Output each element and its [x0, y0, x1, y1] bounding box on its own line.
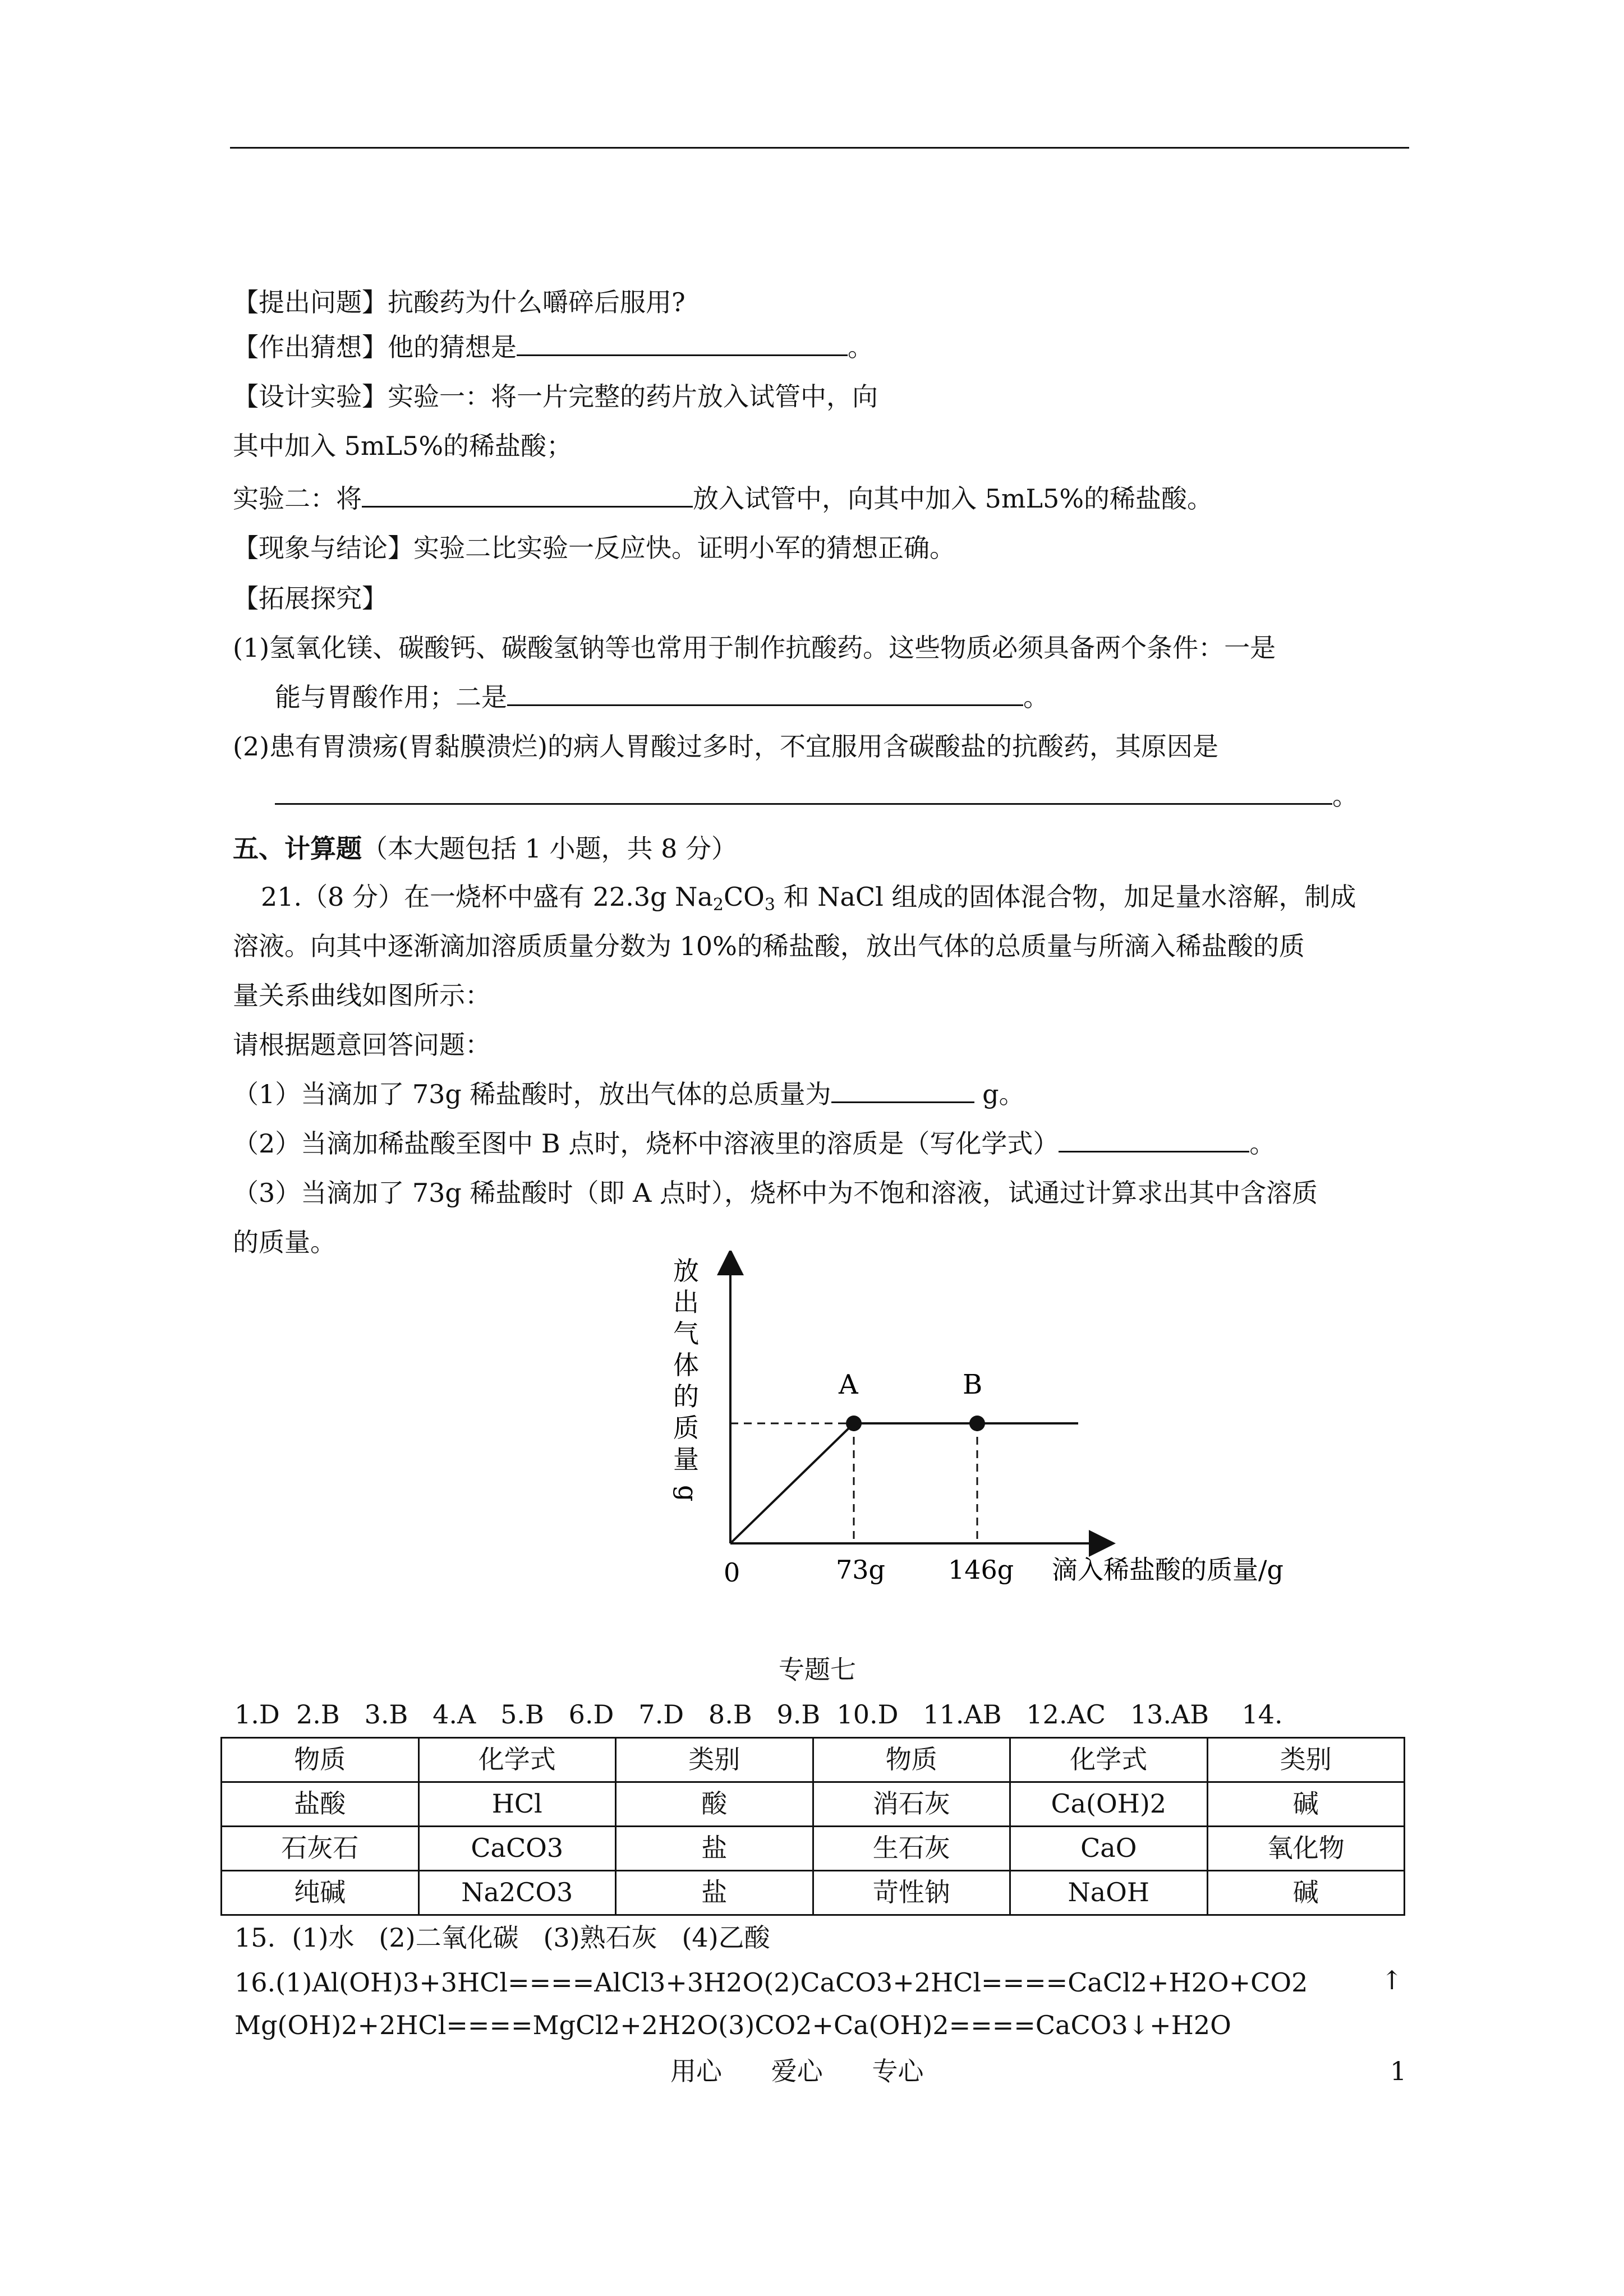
- table-cell: CaCO3: [418, 1827, 616, 1871]
- table-header-cell: 化学式: [418, 1738, 616, 1782]
- section5-heading: [233, 833, 737, 864]
- table-cell: 碱: [1207, 1871, 1405, 1915]
- table-header-cell: 物质: [222, 1738, 419, 1782]
- ylabel-char-6: 质: [673, 1413, 699, 1443]
- table-cell: 碱: [1207, 1782, 1405, 1827]
- table-cell: 苛性钠: [813, 1871, 1010, 1915]
- q21-line1-c: 和 NaCl 组成的固体混合物，加足量水溶解，制成: [775, 882, 1356, 912]
- table-row: [222, 1871, 1405, 1915]
- section5-title: 五、计算题: [233, 833, 362, 864]
- q21-sub3: （3）当滴加了 73g 稀盐酸时（即 A 点时），烧杯中为不饱和溶液，试通过计算求出其中含溶质: [233, 1178, 1318, 1208]
- table-cell: Ca(OH)2: [1010, 1782, 1208, 1827]
- q20-caixiang-post: 。: [848, 332, 873, 362]
- q20-shiyan2-post: 放入试管中，向其中加入 5mL5%的稀盐酸。: [693, 483, 1213, 514]
- origin-label: 0: [724, 1557, 740, 1588]
- xtick-b: 146g: [948, 1555, 1014, 1585]
- answers-table: [220, 1737, 1405, 1916]
- table-cell: 石灰石: [222, 1827, 419, 1871]
- table-header-cell: 化学式: [1010, 1738, 1208, 1782]
- table-cell: CaO: [1010, 1827, 1208, 1871]
- q21-sub1-blank: [831, 1079, 974, 1103]
- ylabel-char-2: 出: [673, 1287, 699, 1317]
- xlabel: 滴入稀盐酸的质量/g: [1052, 1555, 1283, 1585]
- q20-t2b-post: 。: [1332, 781, 1358, 811]
- q20-caixiang: [233, 332, 873, 363]
- q21-line1-a: 21.（8 分）在一烧杯中盛有 22.3g Na: [261, 882, 713, 912]
- answers-q15: 15. (1)水 (2)二氧化碳 (3)熟石灰 (4)乙酸: [234, 1922, 770, 1953]
- q20-sheji2: 其中加入 5mL5%的稀盐酸；: [233, 431, 573, 461]
- answers-q16-line2: Mg(OH)2+2HCl====MgCl2+2H2O(3)CO2+Ca(OH)2====CaCO3↓+H2O: [234, 2010, 1231, 2040]
- gas-mass-graph: [645, 1251, 1346, 1598]
- q21-sub2-post: 。: [1249, 1128, 1276, 1159]
- table-cell: HCl: [418, 1782, 616, 1827]
- q20-sheji1: 【设计实验】实验一：将一片完整的药片放入试管中，向: [233, 381, 878, 412]
- table-row: [222, 1782, 1405, 1827]
- table-cell: 盐: [616, 1827, 813, 1871]
- xtick-a: 73g: [836, 1555, 885, 1585]
- q20-tuozhan: 【拓展探究】: [233, 583, 388, 614]
- q20-t1b-post: 。: [1023, 682, 1049, 712]
- table-cell: 纯碱: [222, 1871, 419, 1915]
- table-cell: 盐酸: [222, 1782, 419, 1827]
- ylabel-char-4: 体: [673, 1350, 699, 1380]
- q20-caixiang-pre: 【作出猜想】他的猜想是: [233, 332, 517, 362]
- q20-t1a: (1)氢氧化镁、碳酸钙、碳酸氢钠等也常用于制作抗酸药。这些物质必须具备两个条件：一是: [233, 633, 1276, 663]
- table-cell: 酸: [616, 1782, 813, 1827]
- ylabel-char-1: 放: [673, 1256, 699, 1286]
- table-header-cell: 类别: [616, 1738, 813, 1782]
- q20-t2b-blank: [275, 781, 1332, 805]
- q20-tiwen: 【提出问题】抗酸药为什么嚼碎后服用?: [233, 287, 686, 317]
- q20-t1b: [275, 682, 1049, 713]
- ylabel-char-3: 气: [673, 1318, 699, 1349]
- q21-line4: 请根据题意回答问题：: [233, 1030, 491, 1060]
- q20-t1b-pre: 能与胃酸作用；二是: [275, 682, 507, 712]
- q21-sub2: [233, 1128, 1275, 1159]
- table-cell: 氧化物: [1207, 1827, 1405, 1871]
- up-arrow-icon: ↑: [1381, 1965, 1403, 1995]
- table-cell: 生石灰: [813, 1827, 1010, 1871]
- q21-sub4: 的质量。: [233, 1227, 336, 1257]
- q21-sub2-pre: （2）当滴加稀盐酸至图中 B 点时，烧杯中溶液里的溶质是（写化学式）: [233, 1128, 1059, 1159]
- table-cell: Na2CO3: [418, 1871, 616, 1915]
- answers-mc-line: 1.D 2.B 3.B 4.A 5.B 6.D 7.D 8.B 9.B 10.D 11.AB 12.AC 13.AB 14.: [234, 1699, 1283, 1730]
- q20-shiyan2: [233, 483, 1213, 514]
- q21-line1-sub: 2: [712, 895, 724, 915]
- ylabel-unit: g: [673, 1485, 703, 1502]
- table-row: [222, 1827, 1405, 1871]
- answers-heading: 专题七: [779, 1654, 856, 1685]
- q21-sub1: [233, 1079, 1025, 1110]
- q21-sub2-blank: [1059, 1128, 1249, 1152]
- section5-note: （本大题包括 1 小题，共 8 分）: [362, 833, 738, 864]
- answers-q16-line1: 16.(1)Al(OH)3+3HCl====AlCl3+3H2O(2)CaCO3+2HCl====CaCl2+H2O+CO2: [234, 1967, 1308, 1998]
- point-b-label: B: [963, 1369, 983, 1400]
- q21-sub1-post: g。: [974, 1079, 1025, 1109]
- point-a-marker: [846, 1416, 862, 1431]
- page-number: 1: [1390, 2056, 1407, 2086]
- q20-t1b-blank: [507, 682, 1023, 706]
- q21-line3: 量关系曲线如图所示：: [233, 980, 491, 1011]
- q20-t2b: [275, 781, 1358, 812]
- q20-caixiang-blank: [517, 332, 848, 356]
- point-b-marker: [969, 1416, 985, 1431]
- q21-sub1-pre: （1）当滴加了 73g 稀盐酸时，放出气体的总质量为: [233, 1079, 831, 1109]
- curve-rising: [730, 1423, 854, 1543]
- q21-line2: 溶液。向其中逐渐滴加溶质质量分数为 10%的稀盐酸，放出气体的总质量与所滴入稀盐酸的质: [233, 931, 1305, 961]
- table-header-row: [222, 1738, 1405, 1782]
- header-rule: [230, 147, 1409, 149]
- table-header-cell: 物质: [813, 1738, 1010, 1782]
- footer-motto: 用心 爱心 专心: [670, 2056, 924, 2086]
- ylabel-char-7: 量: [673, 1444, 699, 1474]
- table-cell: 消石灰: [813, 1782, 1010, 1827]
- q21-line1-sub2: 3: [764, 895, 775, 915]
- point-a-label: A: [839, 1369, 858, 1400]
- table-cell: NaOH: [1010, 1871, 1208, 1915]
- q20-shiyan2-pre: 实验二：将: [233, 483, 362, 514]
- q20-shiyan2-blank: [362, 483, 693, 508]
- q20-t2a: (2)患有胃溃疡(胃黏膜溃烂)的病人胃酸过多时，不宜服用含碳酸盐的抗酸药，其原因是: [233, 731, 1219, 762]
- table-cell: 盐: [616, 1871, 813, 1915]
- ylabel-char-5: 的: [673, 1381, 699, 1412]
- q21-line1: [261, 882, 1356, 915]
- table-header-cell: 类别: [1207, 1738, 1405, 1782]
- q20-xianxiang: 【现象与结论】实验二比实验一反应快。证明小军的猜想正确。: [233, 533, 955, 563]
- q21-line1-b: CO: [723, 882, 765, 912]
